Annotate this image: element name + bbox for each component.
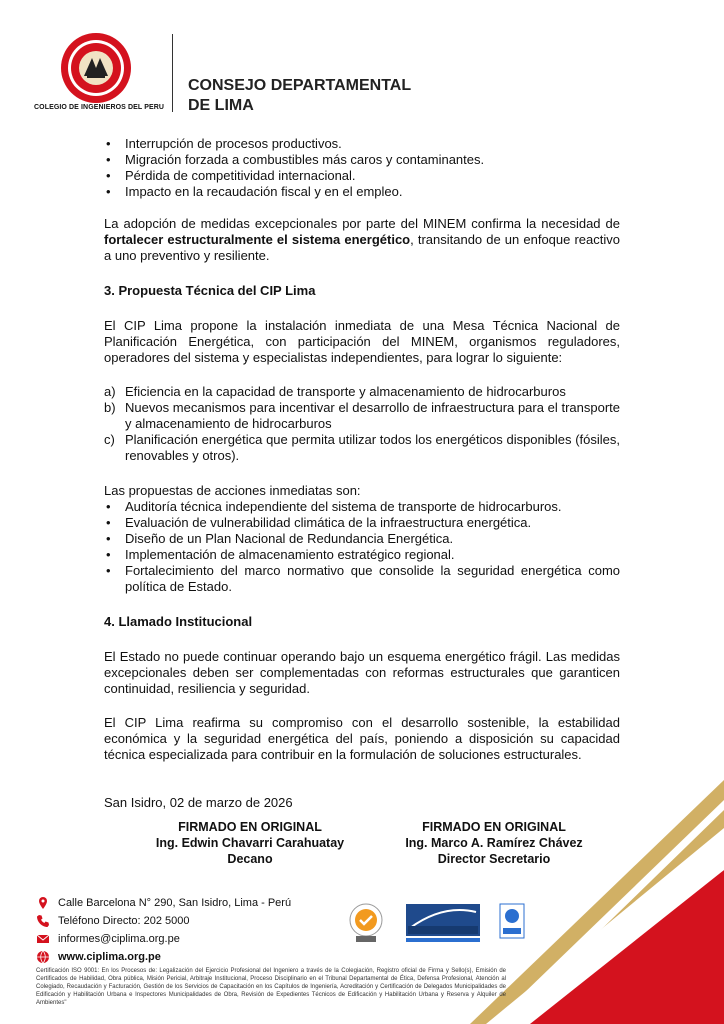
list-item: • Impacto en la recaudación fiscal y en el empleo. <box>104 184 620 200</box>
ukas-badge-icon <box>500 904 524 938</box>
address-text: Calle Barcelona N° 290, San Isidro, Lima - Perú <box>58 897 292 909</box>
list-item: • Implementación de almacenamiento estratégico regional. <box>104 547 620 563</box>
signature-status: FIRMADO EN ORIGINAL <box>178 820 322 834</box>
document-body <box>104 136 620 811</box>
list-item: b) Nuevos mecanismos para incentivar el desarrollo de infraestructura para el transporte y almacenamiento de hidrocarburos <box>104 400 620 431</box>
signature-secretary <box>374 819 614 867</box>
organization-name: COLEGIO DE INGENIEROS DEL PERU <box>34 104 165 111</box>
actions-intro: Las propuestas de acciones inmediatas son: <box>104 483 361 498</box>
globe-icon <box>36 950 50 964</box>
website-link[interactable]: www.ciplima.org.pe <box>58 951 161 963</box>
phone-text: Teléfono Directo: 202 5000 <box>58 915 190 927</box>
header-divider <box>172 34 173 112</box>
sgs-badge-icon <box>350 904 382 942</box>
certification-footnote: Certificación ISO 9001: En los Procesos de: Legalización del Ejercicio Profesional del Ingeniero a través de la Colegiación, Registro oficial de Firma y Sello(s), Emisión de Certificados de Habilidad, Obra pública, Misión Pericial, Arbitraje Institucional, Proceso Disciplinario en el Tribunal Departamental de Ética, Defensa Profesional, Atención al Colegiado, Recaudación y Facturación, Gestión de los Servicios de Capacitación en los Capítulos de Ingeniería, Acreditación y Certificación de Delegados Municipalidades de Edificación y Habilitación Urbana e Inspectores Municipalidades de Obra, Revisión de Expedientes Técnicos de Edificación y Habilitación Urbana y Reserva y Alquiler de Ambientes" <box>36 968 506 1006</box>
contact-info <box>36 894 291 966</box>
paragraph-minem: La adopción de medidas excepcionales por parte del MINEM confirma la necesidad de fortalecer estructuralmente el sistema energético, transitando de un enfoque reactivo a uno preventivo y resiliente. <box>104 216 620 263</box>
list-item: • Evaluación de vulnerabilidad climática de la infraestructura energética. <box>104 515 620 531</box>
section-4-paragraph-1: El Estado no puede continuar operando bajo un esquema energético frágil. Las medidas excepcionales deben ser complementadas con reformas estructurales que garanticen continuidad, resiliencia y seguridad. <box>104 649 620 696</box>
iso-certification-badge-icon <box>406 904 480 942</box>
emphasis-text: fortalecer estructuralmente el sistema energético <box>104 232 411 247</box>
phone-icon <box>36 914 50 928</box>
council-title <box>188 76 411 116</box>
signature-role: Director Secretario <box>437 852 551 866</box>
email-icon <box>36 932 50 946</box>
impact-list <box>104 136 620 200</box>
list-item: • Pérdida de competitividad internacional. <box>104 168 620 184</box>
section-3-intro: El CIP Lima propone la instalación inmediata de una Mesa Técnica Nacional de Planificación Energética, con participación del MINEM, organismos reguladores, operadores del sistema y especialistas independientes, para lograr lo siguiente: <box>104 318 620 365</box>
list-item: • Migración forzada a combustibles más caros y contaminantes. <box>104 152 620 168</box>
date-line: San Isidro, 02 de marzo de 2026 <box>104 795 293 810</box>
section-3-heading: 3. Propuesta Técnica del CIP Lima <box>104 283 316 298</box>
actions-list <box>104 499 620 595</box>
council-title-line1: CONSEJO DEPARTAMENTAL <box>188 77 412 94</box>
list-item: c) Planificación energética que permita utilizar todos los energéticos disponibles (fósiles, renovables y otros). <box>104 432 620 463</box>
list-item: • Fortalecimiento del marco normativo que consolide la seguridad energética como política de Estado. <box>104 563 620 595</box>
location-pin-icon <box>36 896 50 910</box>
certification-badges <box>348 898 528 946</box>
signature-role: Decano <box>227 852 273 866</box>
email-link[interactable]: informes@ciplima.org.pe <box>58 933 180 945</box>
signature-status: FIRMADO EN ORIGINAL <box>422 820 566 834</box>
council-title-line2: DE LIMA <box>188 97 254 114</box>
decorative-corner-graphic <box>470 770 724 1024</box>
signature-name: Ing. Marco A. Ramírez Chávez <box>405 836 583 850</box>
signature-name: Ing. Edwin Chavarri Carahuatay <box>155 836 345 850</box>
signature-dean <box>130 819 370 867</box>
list-item: • Auditoría técnica independiente del sistema de transporte de hidrocarburos. <box>104 499 620 515</box>
section-4-paragraph-2: El CIP Lima reafirma su compromiso con el desarrollo sostenible, la estabilidad económica y la seguridad energética del país, poniendo a disposición su capacidad técnica especializada para contribuir en la formulación de soluciones estructurales. <box>104 715 620 762</box>
cip-seal-logo <box>60 32 132 104</box>
list-item: • Interrupción de procesos productivos. <box>104 136 620 152</box>
objectives-list <box>104 384 620 464</box>
section-4-heading: 4. Llamado Institucional <box>104 614 253 629</box>
list-item: a) Eficiencia en la capacidad de transporte y almacenamiento de hidrocarburos <box>104 384 566 399</box>
list-item: • Diseño de un Plan Nacional de Redundancia Energética. <box>104 531 620 547</box>
